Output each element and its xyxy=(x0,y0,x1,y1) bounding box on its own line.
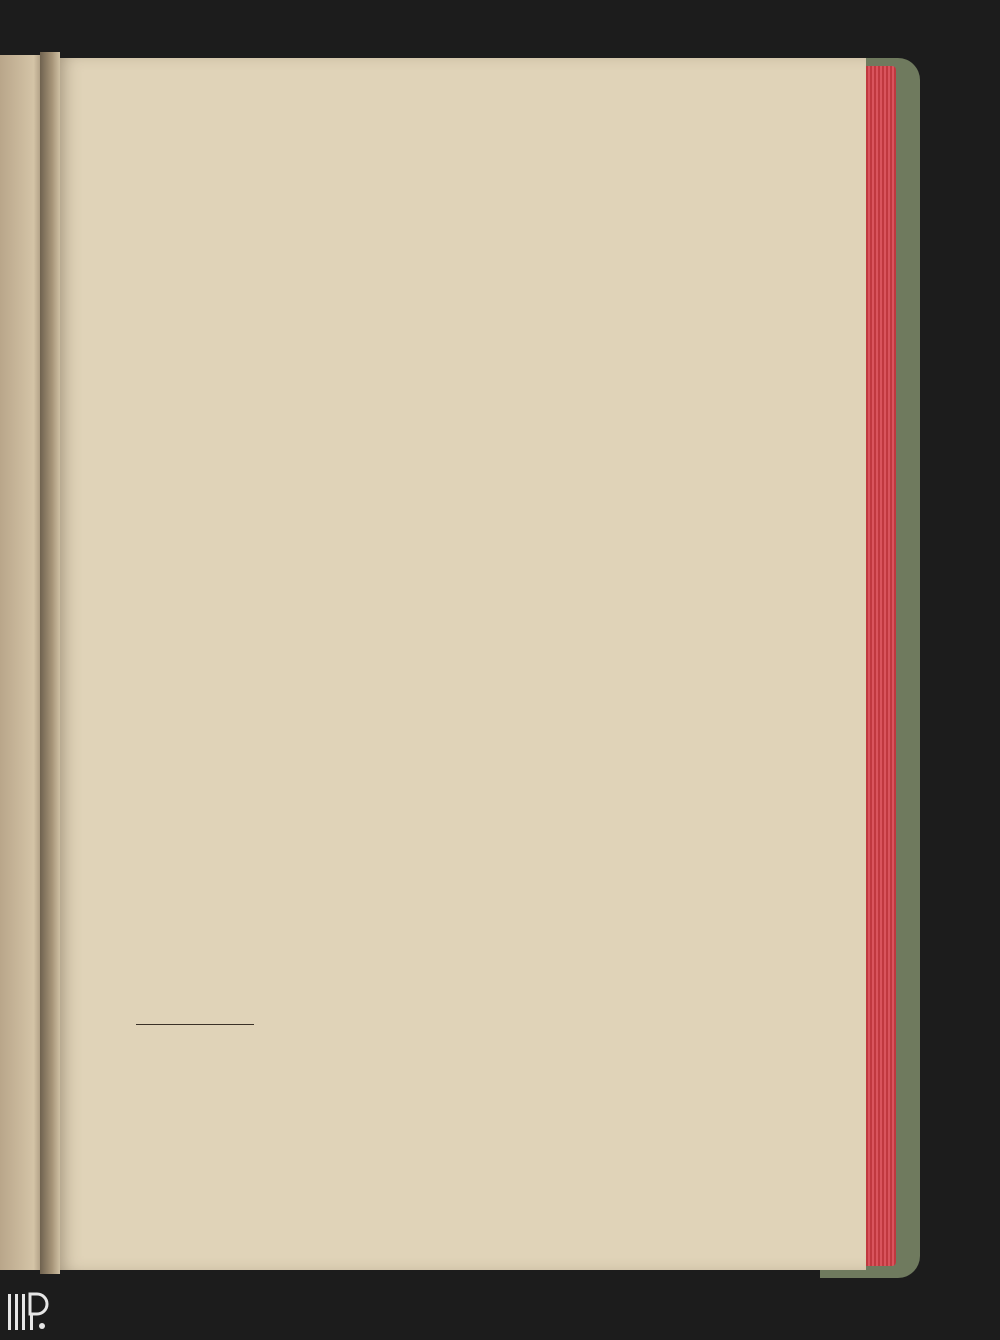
heading-line xyxy=(136,427,756,450)
library-logo-icon xyxy=(6,1290,50,1334)
main-text xyxy=(136,427,756,450)
page-edges xyxy=(862,66,896,1266)
book-page xyxy=(58,58,866,1270)
library-logo xyxy=(6,1290,206,1334)
footnote-rule xyxy=(136,1024,254,1025)
book-gutter xyxy=(40,52,60,1274)
